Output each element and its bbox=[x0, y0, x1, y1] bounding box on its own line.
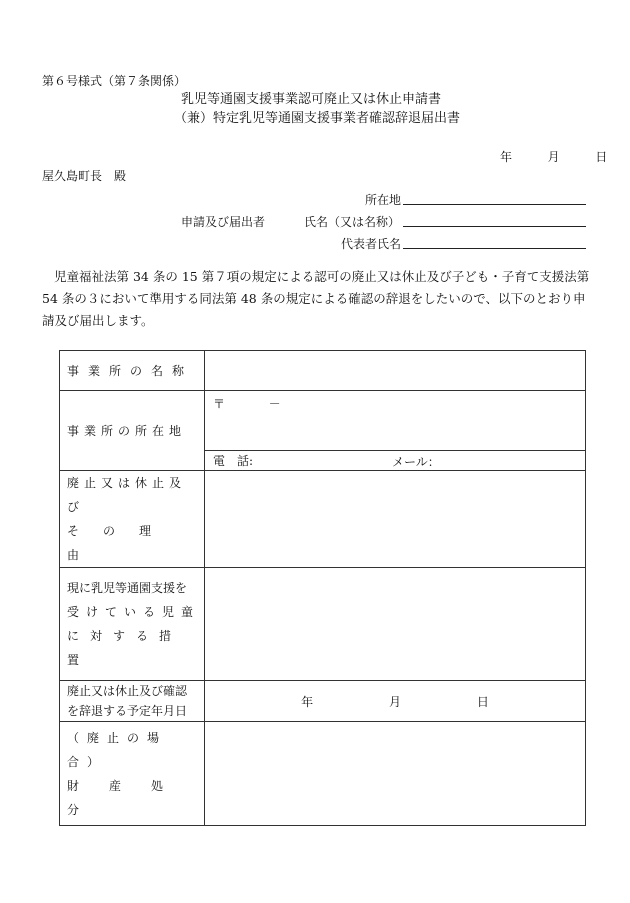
measures-field[interactable] bbox=[205, 568, 586, 681]
planned-date-field[interactable] bbox=[205, 681, 586, 722]
row-measures bbox=[60, 568, 586, 681]
row-reason bbox=[60, 471, 586, 568]
row-property bbox=[60, 722, 586, 826]
reason-label-line2: その理由 bbox=[67, 524, 176, 562]
reason-label-line1: 廃止又は休止及び bbox=[67, 476, 187, 514]
reason-label bbox=[60, 471, 205, 568]
applicant-address-label: 所在地 bbox=[365, 193, 402, 207]
applicant-address-field[interactable] bbox=[403, 191, 586, 205]
planned-date-year: 年 bbox=[301, 694, 314, 709]
office-name-label bbox=[60, 351, 205, 391]
body-paragraph bbox=[42, 266, 590, 332]
planned-date-label-line2: を辞退する予定年月日 bbox=[67, 704, 188, 718]
postal-dash: － bbox=[268, 397, 281, 411]
office-name-field[interactable] bbox=[205, 351, 586, 391]
date-day-label: 日 bbox=[595, 150, 608, 164]
application-table bbox=[59, 350, 586, 826]
phone-label: 電 話: bbox=[213, 454, 254, 468]
office-address-field[interactable] bbox=[205, 391, 586, 451]
planned-date-day: 日 bbox=[476, 694, 489, 709]
property-field[interactable] bbox=[205, 722, 586, 826]
office-name-label-text: 事業所の名称 bbox=[67, 364, 194, 378]
date-year-label: 年 bbox=[500, 150, 513, 164]
reason-field[interactable] bbox=[205, 471, 586, 568]
measures-label bbox=[60, 568, 205, 681]
measures-label-line2: 受けている児童 bbox=[67, 605, 201, 619]
applicant-name-field[interactable] bbox=[403, 213, 586, 227]
applicant-rep-field[interactable] bbox=[403, 235, 586, 249]
addressee: 屋久島町長 殿 bbox=[42, 169, 127, 183]
office-address-label bbox=[60, 391, 205, 471]
applicant-rep-label: 代表者氏名 bbox=[341, 237, 402, 251]
property-label-line1: （廃止の場合） bbox=[67, 730, 168, 769]
measures-label-line3: に対する措置 bbox=[67, 629, 183, 667]
property-label bbox=[60, 722, 205, 826]
title-line1: 乳児等通園支援事業認可廃止又は休止申請書 bbox=[181, 92, 442, 107]
measures-label-line1: 現に乳児等通園支援を bbox=[67, 581, 188, 595]
office-address-label-text: 事業所の所在地 bbox=[67, 424, 187, 438]
title-line2: （兼）特定乳児等通園支援事業者確認辞退届出書 bbox=[174, 111, 461, 126]
planned-date-label bbox=[60, 681, 205, 722]
property-label-line2: 財産処分 bbox=[67, 778, 194, 817]
body-text: 児童福祉法第 34 条の 15 第７項の規定による認可の廃止又は休止及び子ども・子育て支援法第 54 条の３において準用する同法第 48 条の規定による確認の辞退をしたいので、以下のとおり申請及び届出します。 bbox=[42, 269, 590, 328]
planned-date-month: 月 bbox=[388, 694, 401, 709]
submission-date bbox=[500, 148, 607, 165]
form-number: 第６号様式（第７条関係） bbox=[42, 74, 187, 88]
applicant-name-label: 氏名（又は名称） bbox=[304, 215, 401, 229]
planned-date-label-line1: 廃止又は休止及び確認 bbox=[67, 684, 188, 698]
date-month-label: 月 bbox=[547, 150, 560, 164]
row-planned-date bbox=[60, 681, 586, 722]
applicant-role-label: 申請及び届出者 bbox=[181, 215, 266, 229]
contact-field[interactable] bbox=[205, 451, 586, 471]
row-office-address bbox=[60, 391, 586, 451]
postal-mark: 〒 bbox=[213, 397, 226, 411]
row-office-name bbox=[60, 351, 586, 391]
email-label: メール： bbox=[392, 455, 440, 469]
